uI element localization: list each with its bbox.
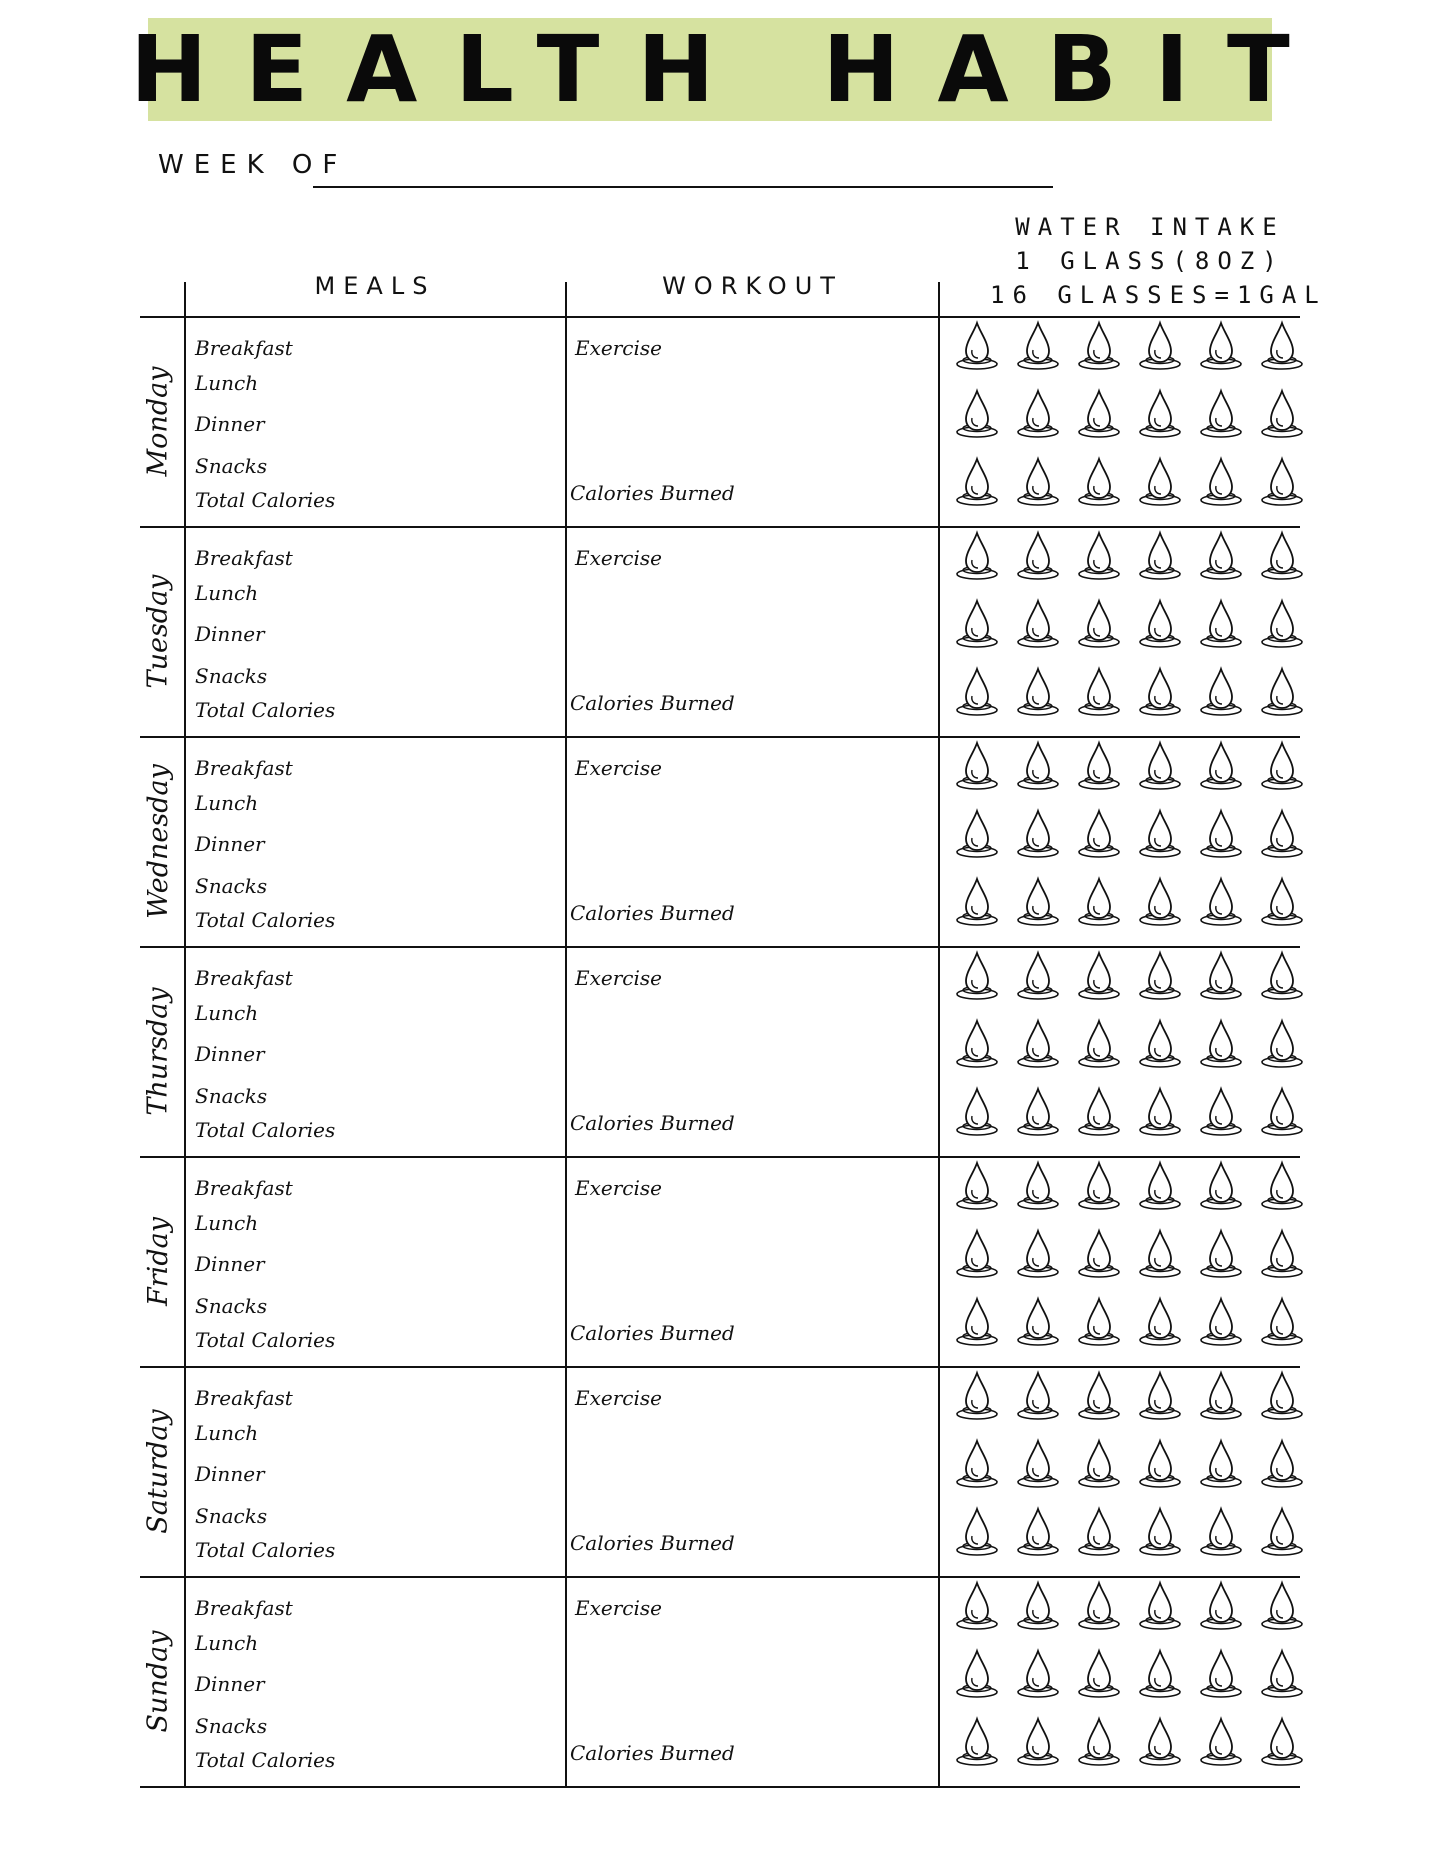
meal-label-total-calories: Total Calories	[195, 1328, 336, 1352]
water-drop-icon[interactable]	[1198, 598, 1244, 650]
meal-label-dinner: Dinner	[195, 1252, 265, 1276]
water-drop-icon[interactable]	[1259, 1018, 1305, 1070]
water-drop-icon[interactable]	[1076, 1438, 1122, 1490]
water-drop-icon[interactable]	[1259, 876, 1305, 928]
water-drop-icon[interactable]	[1198, 1506, 1244, 1558]
water-drop-icon[interactable]	[1198, 1648, 1244, 1700]
calories-burned-label: Calories Burned	[570, 1111, 735, 1135]
water-drop-icon[interactable]	[1198, 808, 1244, 860]
row-divider	[140, 316, 1300, 318]
water-drop-icon[interactable]	[1259, 740, 1305, 792]
day-label-monday	[118, 316, 198, 526]
water-drop-icon[interactable]	[1137, 1086, 1183, 1138]
water-drop-icon[interactable]	[1137, 1580, 1183, 1632]
water-drop-icon[interactable]	[1259, 1296, 1305, 1348]
meal-label-total-calories: Total Calories	[195, 488, 336, 512]
water-drop-icon[interactable]	[1259, 1160, 1305, 1212]
water-drop-icon[interactable]	[1015, 740, 1061, 792]
day-name: Monday	[142, 366, 174, 476]
water-drop-icon[interactable]	[954, 1228, 1000, 1280]
water-drop-icon[interactable]	[1259, 598, 1305, 650]
water-drop-icon[interactable]	[1015, 530, 1061, 582]
water-drop-icon[interactable]	[1259, 320, 1305, 372]
water-drop-icon[interactable]	[1137, 388, 1183, 440]
water-drop-icon[interactable]	[1015, 666, 1061, 718]
water-drop-icon[interactable]	[1015, 1296, 1061, 1348]
exercise-label: Exercise	[575, 546, 662, 570]
water-drop-icon[interactable]	[1015, 1580, 1061, 1632]
day-name: Wednesday	[142, 763, 174, 919]
meal-label-snacks: Snacks	[195, 664, 268, 688]
water-drop-icon[interactable]	[1137, 456, 1183, 508]
water-drop-icon[interactable]	[1198, 1086, 1244, 1138]
water-drop-icon[interactable]	[1015, 1506, 1061, 1558]
water-drop-icon[interactable]	[1076, 1506, 1122, 1558]
exercise-label: Exercise	[575, 336, 662, 360]
meal-label-dinner: Dinner	[195, 1462, 265, 1486]
meal-label-lunch: Lunch	[195, 791, 259, 815]
meal-label-total-calories: Total Calories	[195, 1748, 336, 1772]
water-drop-icon[interactable]	[1198, 876, 1244, 928]
calories-burned-label: Calories Burned	[570, 1741, 735, 1765]
water-drop-icon[interactable]	[954, 666, 1000, 718]
water-drop-icon[interactable]	[1015, 1160, 1061, 1212]
column-divider	[938, 282, 940, 1786]
water-drop-icon[interactable]	[1015, 1018, 1061, 1070]
meal-label-lunch: Lunch	[195, 1631, 259, 1655]
water-drop-icon[interactable]	[954, 1160, 1000, 1212]
exercise-label: Exercise	[575, 756, 662, 780]
row-divider	[140, 736, 1300, 738]
water-drop-icon[interactable]	[1076, 1018, 1122, 1070]
water-drop-icon[interactable]	[1015, 1370, 1061, 1422]
meal-label-breakfast: Breakfast	[195, 1596, 293, 1620]
water-drop-icon[interactable]	[954, 1018, 1000, 1070]
water-drop-icon[interactable]	[1137, 1228, 1183, 1280]
water-drop-icon[interactable]	[1198, 320, 1244, 372]
water-drop-icon[interactable]	[954, 1086, 1000, 1138]
meal-label-lunch: Lunch	[195, 1421, 259, 1445]
water-drop-icon[interactable]	[1137, 1648, 1183, 1700]
meal-label-dinner: Dinner	[195, 412, 265, 436]
water-drop-icon[interactable]	[1259, 530, 1305, 582]
water-drop-icon[interactable]	[1076, 1160, 1122, 1212]
water-drop-icon[interactable]	[954, 876, 1000, 928]
water-drop-icon[interactable]	[1015, 808, 1061, 860]
week-of-input-line[interactable]	[313, 186, 1053, 188]
row-divider	[140, 1156, 1300, 1158]
water-drop-icon[interactable]	[1198, 950, 1244, 1002]
water-intake-gallon-note: 16 GLASSES=1GAL	[990, 281, 1327, 309]
water-drop-icon[interactable]	[1015, 1716, 1061, 1768]
row-divider	[140, 1366, 1300, 1368]
water-drop-icon[interactable]	[1015, 598, 1061, 650]
water-drop-icon[interactable]	[1198, 1580, 1244, 1632]
water-drop-icon[interactable]	[1198, 1160, 1244, 1212]
water-drop-icon[interactable]	[954, 950, 1000, 1002]
exercise-label: Exercise	[575, 1386, 662, 1410]
meal-label-breakfast: Breakfast	[195, 1176, 293, 1200]
water-drop-icon[interactable]	[1015, 388, 1061, 440]
water-drop-icon[interactable]	[1137, 876, 1183, 928]
water-drop-icon[interactable]	[1076, 1228, 1122, 1280]
water-drop-icon[interactable]	[954, 1296, 1000, 1348]
water-drop-icon[interactable]	[1259, 1438, 1305, 1490]
water-drop-icon[interactable]	[1198, 1018, 1244, 1070]
meal-label-breakfast: Breakfast	[195, 966, 293, 990]
meal-label-dinner: Dinner	[195, 832, 265, 856]
water-drop-icon[interactable]	[1137, 1716, 1183, 1768]
water-drop-icon[interactable]	[1259, 1648, 1305, 1700]
meal-label-snacks: Snacks	[195, 1504, 268, 1528]
water-drop-icon[interactable]	[1076, 740, 1122, 792]
day-label-sunday	[118, 1576, 198, 1786]
water-drop-icon[interactable]	[954, 808, 1000, 860]
meal-label-dinner: Dinner	[195, 1672, 265, 1696]
water-drop-icon[interactable]	[1076, 1648, 1122, 1700]
day-name: Friday	[142, 1216, 174, 1306]
water-drop-icon[interactable]	[1198, 666, 1244, 718]
water-drop-icon[interactable]	[1015, 320, 1061, 372]
water-intake-header	[990, 210, 1327, 312]
water-drop-icon[interactable]	[1259, 456, 1305, 508]
calories-burned-label: Calories Burned	[570, 1531, 735, 1555]
water-drop-icon[interactable]	[1076, 388, 1122, 440]
water-drop-icon[interactable]	[1137, 740, 1183, 792]
water-drop-icon[interactable]	[1198, 530, 1244, 582]
water-drop-icon[interactable]	[1137, 666, 1183, 718]
water-drop-icon[interactable]	[1015, 1228, 1061, 1280]
water-drop-icon[interactable]	[1076, 320, 1122, 372]
meal-label-total-calories: Total Calories	[195, 1118, 336, 1142]
meal-label-breakfast: Breakfast	[195, 546, 293, 570]
calories-burned-label: Calories Burned	[570, 901, 735, 925]
meal-label-lunch: Lunch	[195, 581, 259, 605]
water-drop-icon[interactable]	[1076, 1296, 1122, 1348]
water-drop-icon[interactable]	[1198, 1716, 1244, 1768]
water-drop-icon[interactable]	[1259, 1716, 1305, 1768]
day-label-wednesday	[118, 736, 198, 946]
water-drop-icon[interactable]	[954, 1370, 1000, 1422]
exercise-label: Exercise	[575, 966, 662, 990]
water-drop-icon[interactable]	[954, 388, 1000, 440]
water-drop-icon[interactable]	[1015, 1086, 1061, 1138]
water-drop-icon[interactable]	[1259, 808, 1305, 860]
water-drop-icon[interactable]	[1259, 1228, 1305, 1280]
water-drop-icon[interactable]	[1137, 320, 1183, 372]
meal-label-breakfast: Breakfast	[195, 1386, 293, 1410]
water-drop-icon[interactable]	[1015, 876, 1061, 928]
meal-label-dinner: Dinner	[195, 622, 265, 646]
water-drop-icon[interactable]	[954, 456, 1000, 508]
water-drop-icon[interactable]	[1076, 1580, 1122, 1632]
page-title: HEALTH HABIT	[130, 16, 1328, 123]
water-drop-icon[interactable]	[1076, 1716, 1122, 1768]
day-label-friday	[118, 1156, 198, 1366]
row-divider	[140, 526, 1300, 528]
water-drop-icon[interactable]	[1198, 1296, 1244, 1348]
water-drop-icon[interactable]	[1076, 598, 1122, 650]
day-name: Sunday	[142, 1630, 174, 1732]
water-drop-icon[interactable]	[1076, 808, 1122, 860]
water-drop-icon[interactable]	[954, 1716, 1000, 1768]
water-drop-icon[interactable]	[1137, 530, 1183, 582]
water-drop-icon[interactable]	[1076, 666, 1122, 718]
title-banner	[130, 16, 1328, 123]
water-drop-icon[interactable]	[954, 1580, 1000, 1632]
exercise-label: Exercise	[575, 1596, 662, 1620]
meal-label-dinner: Dinner	[195, 1042, 265, 1066]
water-drop-icon[interactable]	[1076, 530, 1122, 582]
water-drop-icon[interactable]	[1076, 1086, 1122, 1138]
week-of-label: WEEK OF	[158, 150, 348, 180]
water-intake-glass-size: 1 GLASS(8OZ)	[1015, 247, 1285, 275]
day-label-thursday	[118, 946, 198, 1156]
water-drop-icon[interactable]	[954, 598, 1000, 650]
water-drop-icon[interactable]	[1259, 666, 1305, 718]
water-drop-icon[interactable]	[1259, 950, 1305, 1002]
water-drop-icon[interactable]	[1259, 1580, 1305, 1632]
water-drop-icon[interactable]	[954, 530, 1000, 582]
water-drop-icon[interactable]	[1015, 456, 1061, 508]
meal-label-lunch: Lunch	[195, 1211, 259, 1235]
meal-label-snacks: Snacks	[195, 1714, 268, 1738]
water-drop-icon[interactable]	[1015, 1438, 1061, 1490]
meal-label-breakfast: Breakfast	[195, 336, 293, 360]
water-drop-icon[interactable]	[1259, 1506, 1305, 1558]
meal-label-lunch: Lunch	[195, 1001, 259, 1025]
water-drop-icon[interactable]	[1198, 1370, 1244, 1422]
water-drop-icon[interactable]	[954, 1648, 1000, 1700]
meal-label-breakfast: Breakfast	[195, 756, 293, 780]
water-drop-icon[interactable]	[1259, 388, 1305, 440]
day-name: Tuesday	[142, 574, 174, 688]
water-drop-icon[interactable]	[1137, 1018, 1183, 1070]
exercise-label: Exercise	[575, 1176, 662, 1200]
water-drop-icon[interactable]	[1137, 1506, 1183, 1558]
water-drop-icon[interactable]	[1198, 1228, 1244, 1280]
meals-column-header: MEALS	[314, 272, 436, 300]
water-drop-icon[interactable]	[954, 320, 1000, 372]
water-drop-icon[interactable]	[1259, 1086, 1305, 1138]
water-drop-icon[interactable]	[1198, 740, 1244, 792]
meal-label-lunch: Lunch	[195, 371, 259, 395]
row-divider	[140, 946, 1300, 948]
water-drop-icon[interactable]	[1137, 1370, 1183, 1422]
day-label-tuesday	[118, 526, 198, 736]
water-drop-icon[interactable]	[1137, 1438, 1183, 1490]
row-divider	[140, 1786, 1300, 1788]
day-name: Saturday	[142, 1408, 174, 1534]
day-name: Thursday	[142, 986, 174, 1116]
water-drop-icon[interactable]	[1198, 1438, 1244, 1490]
water-drop-icon[interactable]	[1259, 1370, 1305, 1422]
meal-label-snacks: Snacks	[195, 874, 268, 898]
meal-label-snacks: Snacks	[195, 454, 268, 478]
water-drop-icon[interactable]	[954, 740, 1000, 792]
water-drop-icon[interactable]	[1137, 1160, 1183, 1212]
water-drop-icon[interactable]	[1137, 1296, 1183, 1348]
water-drop-icon[interactable]	[1076, 456, 1122, 508]
column-divider	[565, 282, 567, 1786]
water-drop-icon[interactable]	[1076, 876, 1122, 928]
water-intake-title: WATER INTAKE	[1015, 213, 1285, 241]
row-divider	[140, 1576, 1300, 1578]
water-drop-icon[interactable]	[1015, 950, 1061, 1002]
meal-label-snacks: Snacks	[195, 1294, 268, 1318]
water-drop-icon[interactable]	[1198, 456, 1244, 508]
water-drop-icon[interactable]	[1076, 1370, 1122, 1422]
meal-label-total-calories: Total Calories	[195, 698, 336, 722]
meal-label-snacks: Snacks	[195, 1084, 268, 1108]
calories-burned-label: Calories Burned	[570, 481, 735, 505]
water-drop-icon[interactable]	[1137, 598, 1183, 650]
calories-burned-label: Calories Burned	[570, 691, 735, 715]
water-drop-icon[interactable]	[1137, 808, 1183, 860]
water-drop-icon[interactable]	[954, 1438, 1000, 1490]
workout-column-header: WORKOUT	[662, 272, 843, 300]
water-drop-icon[interactable]	[954, 1506, 1000, 1558]
water-drop-icon[interactable]	[1015, 1648, 1061, 1700]
water-drop-icon[interactable]	[1076, 950, 1122, 1002]
water-drop-icon[interactable]	[1137, 950, 1183, 1002]
meal-label-total-calories: Total Calories	[195, 908, 336, 932]
day-label-saturday	[118, 1366, 198, 1576]
calories-burned-label: Calories Burned	[570, 1321, 735, 1345]
water-drop-icon[interactable]	[1198, 388, 1244, 440]
meal-label-total-calories: Total Calories	[195, 1538, 336, 1562]
